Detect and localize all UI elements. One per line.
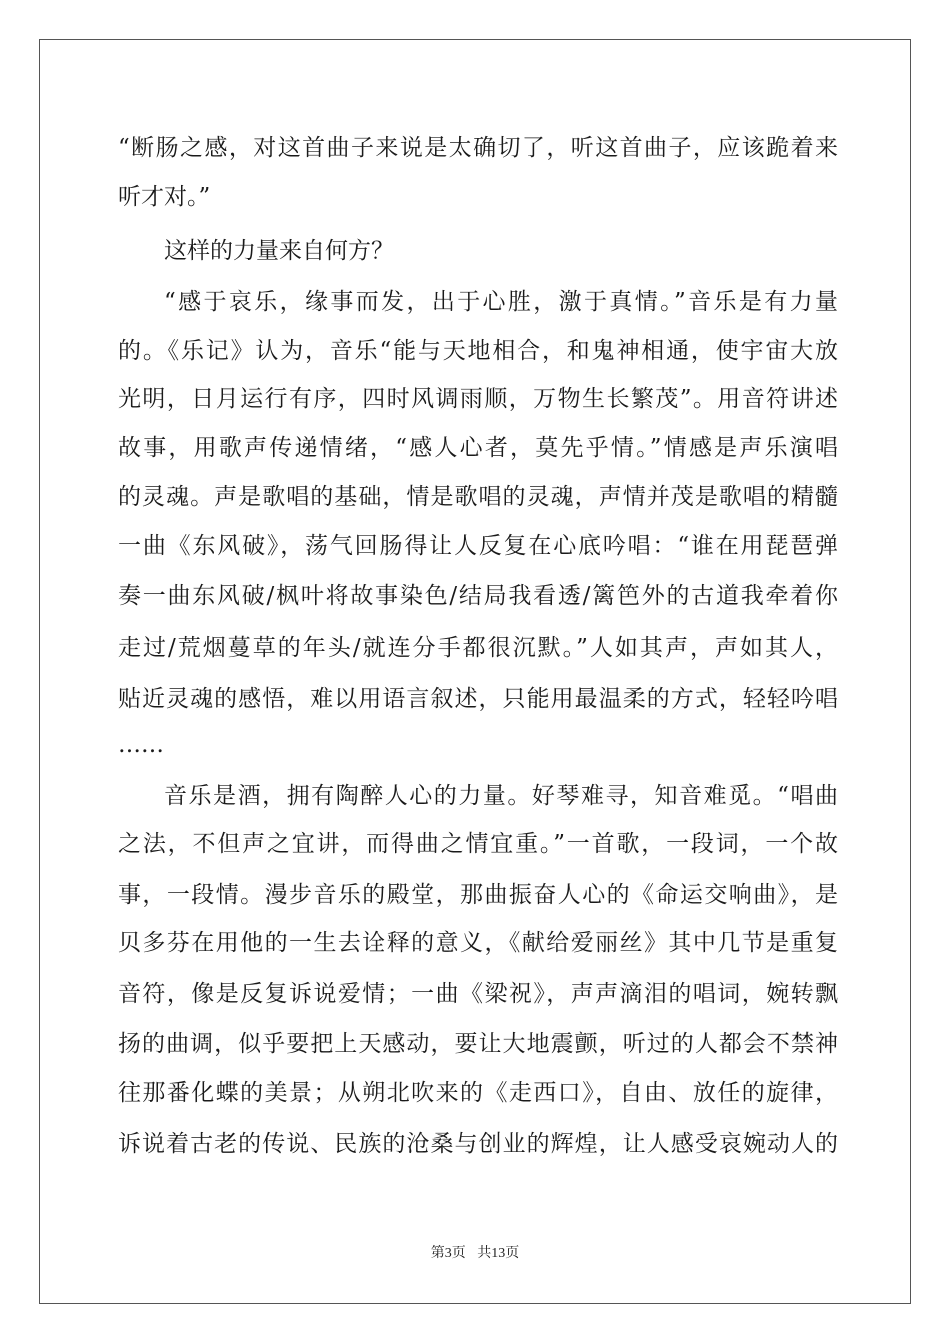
text-line: 奏一曲东风破/枫叶将故事染色/结局我看透/篱笆外的古道我牵着你 [118,583,838,609]
text-line: 贴近灵魂的感悟，难以用语言叙述，只能用最温柔的方式，轻轻吟唱 [118,686,838,712]
paragraph-line: 这样的力量来自何方？ [164,238,394,264]
text-line: 事，一段情。漫步音乐的殿堂，那曲振奋人心的《命运交响曲》，是 [118,882,838,908]
paragraph-line: 音乐是酒，拥有陶醉人心的力量。好琴难寻，知音难觅。“唱曲 [164,783,838,809]
text-line: 的灵魂。声是歌唱的基础，情是歌唱的灵魂，声情并茂是歌唱的精髓 [118,484,838,510]
text-line: 听才对。” [118,184,211,210]
text-line: 一曲《东风破》，荡气回肠得让人反复在心底吟唱：“谁在用琵琶弹 [118,533,838,559]
text-line: 光明，日月运行有序，四时风调雨顺，万物生长繁茂”。用音符讲述 [118,386,838,412]
text-line: 故事，用歌声传递情绪，“感人心者，莫先乎情。”情感是声乐演唱 [118,435,838,461]
text-line: 贝多芬在用他的一生去诠释的意义，《献给爱丽丝》其中几节是重复 [118,930,838,956]
text-line: 音符，像是反复诉说爱情；一曲《梁祝》，声声滴泪的唱词，婉转飘 [118,981,838,1007]
text-line: 扬的曲调，似乎要把上天感动，要让大地震颤，听过的人都会不禁神 [118,1031,838,1057]
text-line: 走过/荒烟蔓草的年头/就连分手都很沉默。”人如其声，声如其人， [118,635,838,661]
text-line: 诉说着古老的传说、民族的沧桑与创业的辉煌，让人感受哀婉动人的 [118,1131,838,1157]
page-number: 第3页 [430,1246,466,1261]
page-border [39,39,911,1304]
page-total: 共13页 [477,1246,520,1261]
text-line: “断肠之感，对这首曲子来说是太确切了，听这首曲子，应该跪着来 [118,135,838,161]
text-line: 之法，不但声之宜讲，而得曲之情宜重。”一首歌，一段词，一个故 [118,831,838,857]
ellipsis-line: …… [118,732,164,758]
page-footer [0,1244,950,1264]
paragraph-line: “感于哀乐，缘事而发，出于心胜，激于真情。”音乐是有力量 [164,289,838,315]
text-line: 的。《乐记》认为，音乐“能与天地相合，和鬼神相通，使宇宙大放 [118,338,838,364]
text-line: 往那番化蝶的美景；从朔北吹来的《走西口》，自由、放任的旋律， [118,1080,838,1106]
